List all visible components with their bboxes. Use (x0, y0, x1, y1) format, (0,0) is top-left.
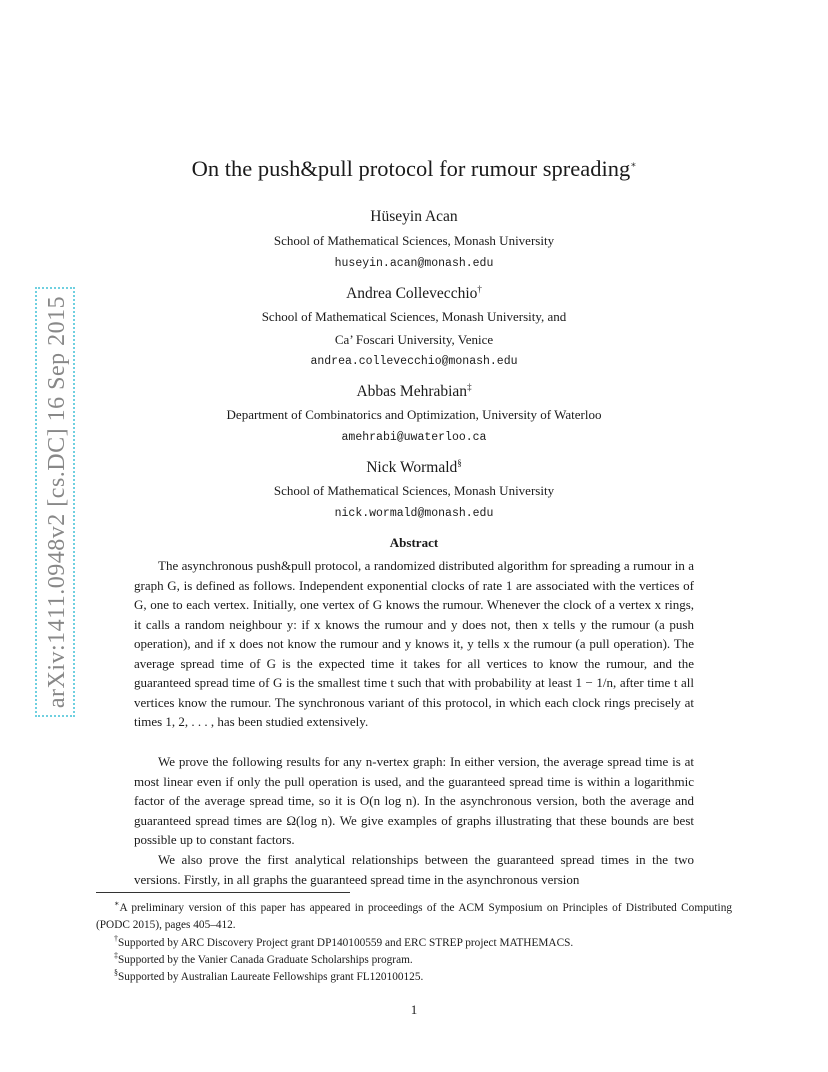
abstract-paragraph: We also prove the first analytical relationships between the guaranteed spread times in the two versions. Firstly, in all graphs the guaranteed spread time in the asynchronous version (134, 852, 694, 887)
abstract-paragraph: We prove the following results for any n-vertex graph: In either version, the average spread time is at most linear even if only the pull operation is used, and the guaranteed spread time is within a logarithmic factor of the average spread time, so it is O(n log n). In the asynchronous version, both the average and guaranteed spread times are Ω(log n). We give examples of graphs illustrating that these bounds are best possible up to constant factors. (134, 754, 694, 847)
author-name (0, 458, 828, 477)
title-text: On the push&pull protocol for rumour spreading (191, 156, 631, 181)
author-email[interactable]: andrea.collevecchio@monash.edu (310, 355, 518, 368)
author-footnote-mark: § (457, 458, 462, 468)
footnote-text: Supported by Australian Laureate Fellowships grant FL120100125. (118, 970, 424, 983)
author-name (0, 382, 828, 401)
author-name (0, 284, 828, 303)
footnote-rule (96, 892, 350, 893)
footnote (96, 895, 732, 934)
page-number: 1 (410, 1002, 418, 1017)
author-name-text: Andrea Collevecchio (346, 285, 478, 303)
title-footnote-mark: ∗ (630, 159, 637, 170)
footnote-mark: ‡ (114, 951, 118, 960)
author-name-text: Hüseyin Acan (370, 208, 458, 225)
footnote-text: Supported by ARC Discovery Project grant DP140100559 and ERC STREP project MATHEMACS. (118, 936, 574, 949)
author-email[interactable]: huseyin.acan@monash.edu (334, 257, 494, 270)
paper-title (0, 156, 828, 182)
author-name (0, 208, 828, 226)
footnote (96, 964, 732, 986)
footnote-text: A preliminary version of this paper has appeared in proceedings of the ACM Symposium on Principles of Distributed Computing (PODC 2015), pages 405–412. (96, 901, 732, 931)
author-footnote-mark: † (477, 284, 482, 294)
arxiv-stamp: arXiv:1411.0948v2 [cs.DC] 16 Sep 2015 (35, 287, 75, 717)
author-affiliation: School of Mathematical Sciences, Monash University, and (261, 309, 567, 324)
abstract-paragraph: The asynchronous push&pull protocol, a randomized distributed algorithm for spreading a rumour in a graph G, is defined as follows. Independent exponential clocks of rate 1 are associated with the vertices of G, one to each vertex. Initially, one vertex of G knows the rumour. Whenever the clock of a vertex x rings, it calls a random neighbour y: if x knows the rumour and y does not, then x tells y the rumour (a push operation), and if x does not know the rumour and y knows it, y tells x the rumour (a pull operation). The average spread time of G is the expected time it takes for all vertices to know the rumour, and the guaranteed spread time of G is the smallest time t such that with probability at least 1 − 1/n, after time t all vertices know the rumour. The synchronous variant of this protocol, in which each clock rings precisely at times 1, 2, . . . , has been studied extensively. (134, 558, 694, 729)
author-affiliation: Department of Combinatorics and Optimization, University of Waterloo (226, 407, 602, 422)
author-name-text: Nick Wormald (366, 459, 458, 477)
footnote-mark: § (114, 968, 118, 977)
author-email[interactable]: amehrabi@uwaterloo.ca (341, 431, 487, 444)
footnote-mark: † (114, 934, 118, 943)
author-affiliation: School of Mathematical Sciences, Monash University (273, 233, 555, 248)
author-affiliation: School of Mathematical Sciences, Monash University (273, 483, 555, 498)
abstract-heading: Abstract (389, 535, 439, 550)
author-name-text: Abbas Mehrabian (356, 383, 468, 401)
author-affiliation: Ca’ Foscari University, Venice (334, 332, 494, 347)
author-footnote-mark: ‡ (467, 382, 472, 392)
footnote-text: Supported by the Vanier Canada Graduate Scholarships program. (118, 953, 413, 966)
footnote-mark: ∗ (114, 899, 120, 908)
author-email[interactable]: nick.wormald@monash.edu (334, 507, 494, 520)
